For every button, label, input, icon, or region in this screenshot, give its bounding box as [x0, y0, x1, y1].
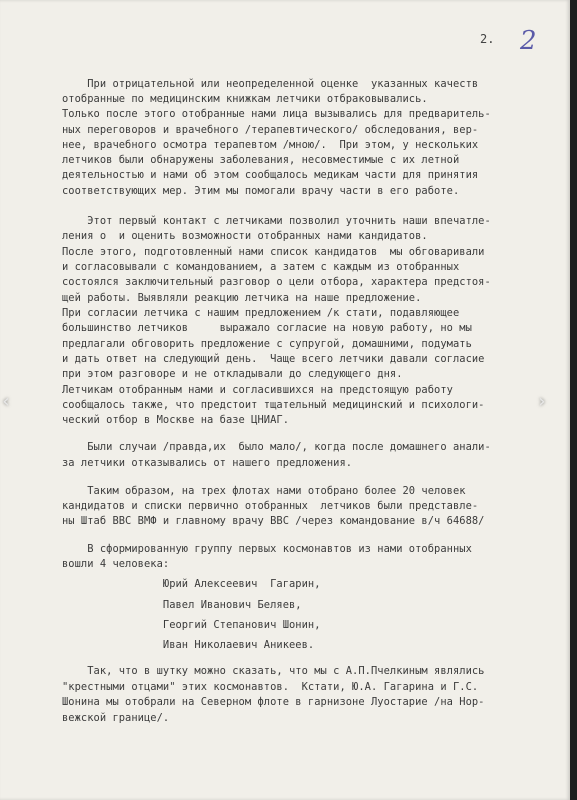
text-line: Иван Николаевич Аникеев.	[62, 639, 315, 651]
text-line: ческий отбор в Москве на базе ЦНИАГ.	[62, 414, 290, 426]
page-number: 2.	[480, 32, 495, 46]
previous-page-arrow-icon[interactable]: ‹	[2, 391, 10, 412]
text-line: соответствующих мер. Этим мы помогали врачу части в его работе.	[62, 185, 460, 197]
text-line: отобранные по медицинским книжкам летчики отбраковывались.	[62, 93, 428, 105]
text-line: "крестными отцами" этих космонавтов. Кстати, Ю.А. Гагарина и Г.С.	[62, 681, 479, 693]
text-line: Юрий Алексеевич Гагарин,	[62, 578, 321, 590]
text-line: Георгий Степанович Шонин,	[62, 619, 321, 631]
text-line: вошли 4 человека:	[62, 558, 170, 570]
text-line: и дать ответ на следующий день. Чаще всего летчики давали согласие	[62, 353, 485, 365]
text-line: за летчики отказывались от нашего предложения.	[62, 457, 353, 469]
text-line: Этот первый контакт с летчиками позволил уточнить наши впечатле-	[62, 215, 491, 227]
text-line: нее, врачебного осмотра терапевтом /мною/. При этом, у нескольких	[62, 139, 479, 151]
text-line: ления о и оценить возможности отобранных нами кандидатов.	[62, 230, 428, 242]
text-line: После этого, подготовленный нами список кандидатов мы обговаривали	[62, 246, 485, 258]
text-line: предлагали обговорить предложение с супругой, домашними, подумать	[62, 338, 472, 350]
text-line: Так, что в шутку можно сказать, что мы с А.П.Пчелкиным являлись	[62, 665, 485, 677]
text-line: сообщалось также, что предстоит тщательный медицинский и психологи-	[62, 399, 485, 411]
text-line: В сформированную группу первых космонавтов из нами отобранных	[62, 543, 472, 555]
text-line: Шонина мы отобрали на Северном флоте в гарнизоне Луостарие /на Нор-	[62, 696, 485, 708]
text-line: При отрицательной или неопределенной оценке указанных качеств	[62, 78, 479, 90]
text-line: Только после этого отобранные нами лица вызывались для предваритель-	[62, 108, 491, 120]
text-line: кандидатов и списки первично отобранных летчиков были представле-	[62, 500, 479, 512]
text-line: ных переговоров и врачебного /терапевтического/ обследования, вер-	[62, 124, 479, 136]
next-page-arrow-icon[interactable]: ›	[538, 391, 546, 412]
text-line: При согласии летчика с нашим предложением /к стати, подавляющее	[62, 307, 460, 319]
text-line: ны Штаб ВВС ВМФ и главному врачу ВВС /через командование в/ч 64688/	[62, 515, 485, 527]
text-line: летчиков были обнаружены заболевания, несовместимые с их летной	[62, 154, 460, 166]
text-line: и согласовывали с командованием, а затем с каждым из отобранных	[62, 261, 460, 273]
text-line: Павел Иванович Беляев,	[62, 599, 302, 611]
text-line: Летчикам отобранным нами и согласившихся на предстоящую работу	[62, 384, 453, 396]
handwritten-page-number: 2	[520, 26, 537, 56]
text-line: Таким образом, на трех флотах нами отобрано более 20 человек	[62, 485, 466, 497]
text-line: состоялся заключительный разговор о цели отбора, характера предстоя-	[62, 276, 491, 288]
text-line: щей работы. Выявляли реакцию летчика на наше предложение.	[62, 292, 422, 304]
text-line: вежской границе/.	[62, 712, 170, 724]
text-line: Были случаи /правда,их было мало/, когда после домашнего анали-	[62, 441, 491, 453]
text-line: деятельностью и нами об этом сообщалось медикам части для принятия	[62, 169, 479, 181]
text-line: при этом разговоре и не откладывали до следующего дня.	[62, 368, 403, 380]
text-line: большинство летчиков выражало согласие на новую работу, но мы	[62, 322, 472, 334]
